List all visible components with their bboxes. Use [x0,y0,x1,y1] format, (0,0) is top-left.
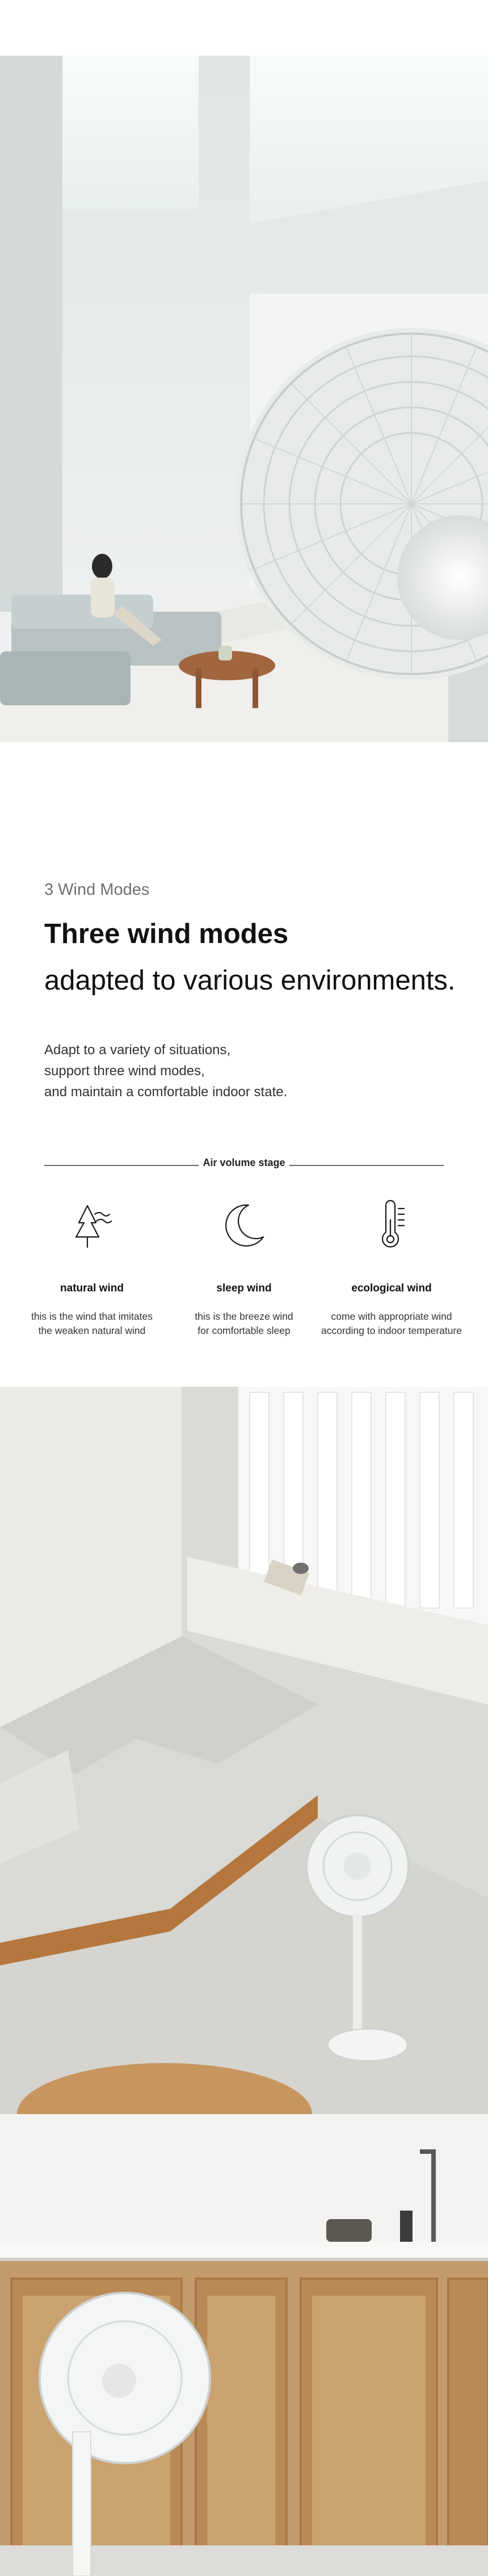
cabinet-fan-photo [0,2114,488,2576]
mode-description [18,1310,166,1338]
section-subheadline: adapted to various environments. [44,965,456,996]
hero-living-room-image [0,56,488,742]
air-volume-stage-label: Air volume stage [199,1157,289,1169]
mode-name: ecological wind [351,1282,432,1294]
section-eyebrow: 3 Wind Modes [44,881,150,899]
tree-wind-icon [64,1197,120,1254]
top-whitespace [0,0,488,56]
mode-description-line: the weaken natural wind [38,1325,146,1336]
section-description [44,1039,287,1102]
window-sofa-fan-photo [0,1387,488,2114]
description-line: Adapt to a variety of situations, [44,1042,231,1058]
mode-description-line: this is the breeze wind [195,1311,293,1322]
description-line: and maintain a comfortable indoor state. [44,1084,288,1100]
mode-description-line: according to indoor temperature [321,1325,462,1336]
stage-divider-right [289,1165,444,1166]
living-room-fan-photo [0,56,488,742]
mode-sleep-wind [170,1197,318,1338]
description-line: support three wind modes, [44,1063,205,1079]
stage-divider-left [44,1165,199,1166]
thermometer-icon [363,1197,420,1254]
mode-description [318,1310,465,1338]
section-headline: Three wind modes [44,919,289,949]
mode-natural-wind [18,1197,166,1338]
mode-description-line: this is the wind that imitates [31,1311,153,1322]
mode-name: natural wind [60,1282,124,1294]
window-sofa-image [0,1387,488,2114]
moon-icon [216,1197,272,1254]
mode-description-line: for comfortable sleep [197,1325,291,1336]
mode-description-line: come with appropriate wind [331,1311,452,1322]
mode-ecological-wind [318,1197,465,1338]
mode-description [170,1310,318,1338]
cabinet-image [0,2114,488,2576]
mode-name: sleep wind [216,1282,272,1294]
